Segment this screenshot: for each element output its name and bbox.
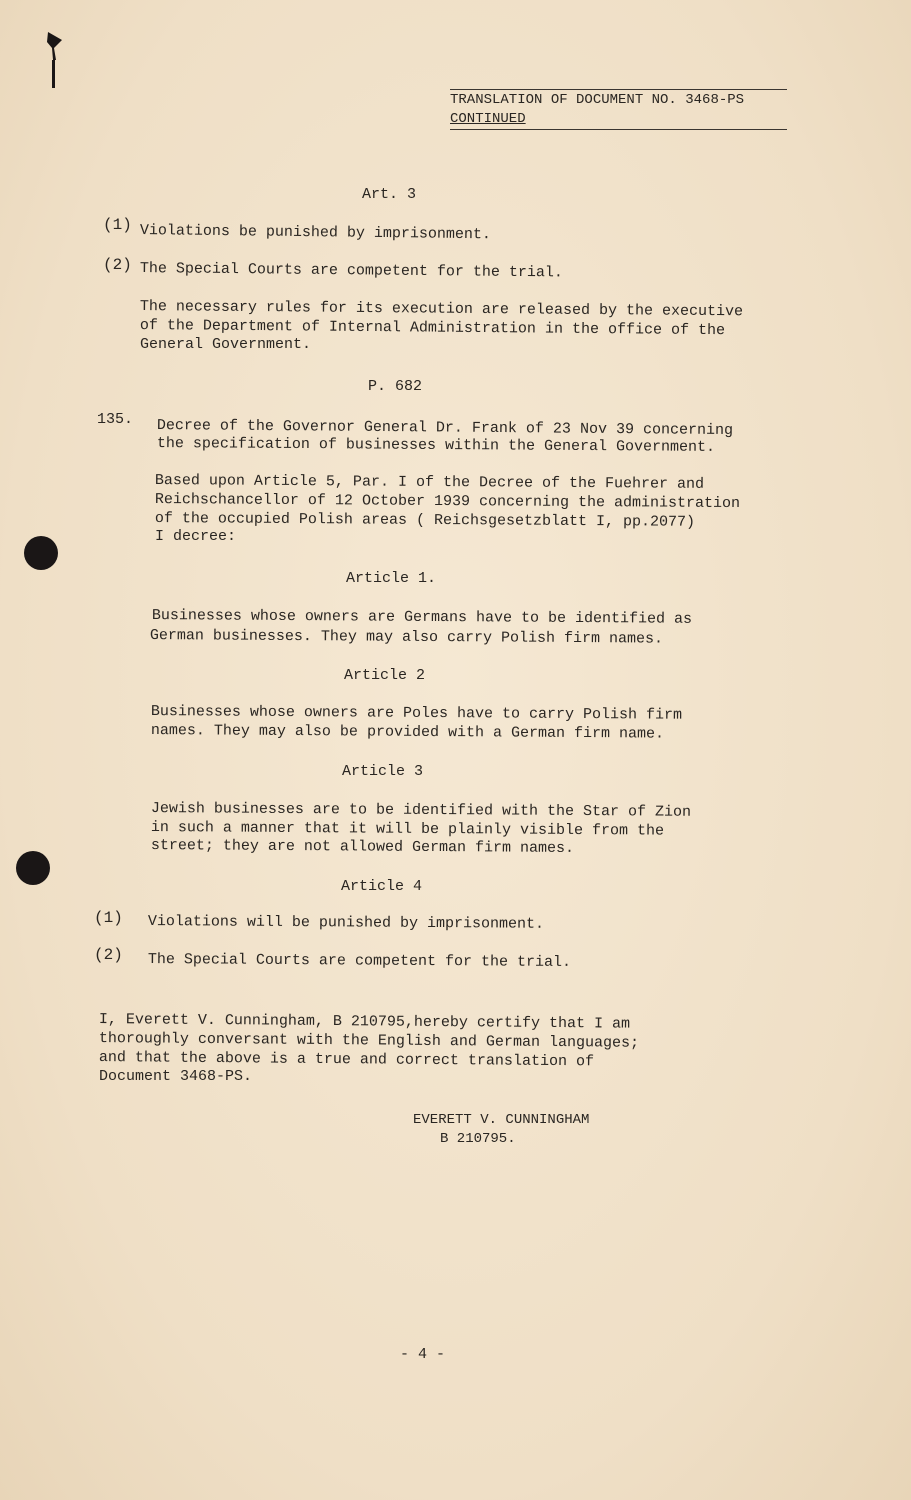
staple-mark	[44, 30, 68, 94]
decree-basis-line-2: Reichschancellor of 12 October 1939 concerning the administration	[154, 490, 741, 513]
certification-line-4: Document 3468-PS.	[99, 1068, 253, 1085]
header-continued: CONTINUED	[450, 111, 526, 127]
article2-heading: Article 2	[344, 667, 426, 684]
art3-para-line-2: of the Department of Internal Administration in the office of the	[139, 316, 726, 340]
article3-line-2: in such a manner that it will be plainly visible from the	[150, 819, 665, 840]
page-number: - 4 -	[400, 1346, 446, 1363]
decree-basis-line-4: I decree:	[155, 528, 237, 545]
decree-basis-line-1: Based upon Article 5, Par. I of the Decree of the Fuehrer and	[154, 471, 705, 493]
punch-hole-upper	[24, 536, 58, 570]
art3-item2-text: The Special Courts are competent for the trial.	[139, 259, 564, 282]
art3-item2-number: (2)	[103, 256, 132, 274]
decree-title-line-2: the specification of businesses within the General Government.	[156, 434, 716, 456]
article1-line-2: German businesses. They may also carry Polish firm names.	[149, 627, 664, 648]
article4-item1-number: (1)	[94, 909, 123, 927]
decree-basis-line-3: of the occupied Polish areas ( Reichsgesetzblatt I, pp.2077)	[154, 509, 696, 531]
article3-line-3: street; they are not allowed German firm names.	[150, 837, 575, 857]
art3-item1-number: (1)	[103, 216, 132, 234]
certification-line-3: and that the above is a true and correct translation of	[98, 1049, 595, 1071]
article4-item1-text: Violations will be punished by imprisonment.	[147, 913, 545, 933]
art3-heading: Art. 3	[362, 186, 417, 203]
article2-line-1: Businesses whose owners are Poles have to carry Polish firm	[150, 703, 683, 724]
header-rule-bottom	[450, 129, 787, 130]
article3-line-1: Jewish businesses are to be identified with the Star of Zion	[150, 800, 692, 821]
signature-name: EVERETT V. CUNNINGHAM	[413, 1112, 590, 1128]
article1-line-1: Businesses whose owners are Germans have to be identified as	[151, 607, 693, 628]
decree-title-line-1: Decree of the Governor General Dr. Frank of 23 Nov 39 concerning	[156, 416, 734, 440]
header-title: TRANSLATION OF DOCUMENT NO. 3468-PS	[450, 92, 745, 108]
article1-heading: Article 1.	[346, 570, 437, 587]
header-rule-top	[450, 89, 787, 90]
decree-number: 135.	[97, 411, 134, 428]
certification-line-1: I, Everett V. Cunningham, B 210795,hereby certify that I am	[98, 1010, 631, 1033]
punch-hole-lower	[16, 851, 50, 885]
signature-serial: B 210795.	[440, 1131, 516, 1147]
art3-item1-text: Violations be punished by imprisonment.	[139, 221, 492, 244]
article3-heading: Article 3	[342, 763, 424, 780]
article2-line-2: names. They may also be provided with a German firm name.	[150, 722, 665, 743]
certification-line-2: thoroughly conversant with the English and German languages;	[98, 1030, 640, 1052]
page-reference: P. 682	[368, 378, 423, 395]
article4-heading: Article 4	[341, 878, 423, 895]
article4-item2-number: (2)	[94, 946, 123, 964]
art3-para-line-3: General Government.	[140, 336, 312, 353]
article4-item2-text: The Special Courts are competent for the trial.	[147, 951, 572, 971]
art3-para-line-1: The necessary rules for its execution are released by the executive	[139, 297, 744, 321]
